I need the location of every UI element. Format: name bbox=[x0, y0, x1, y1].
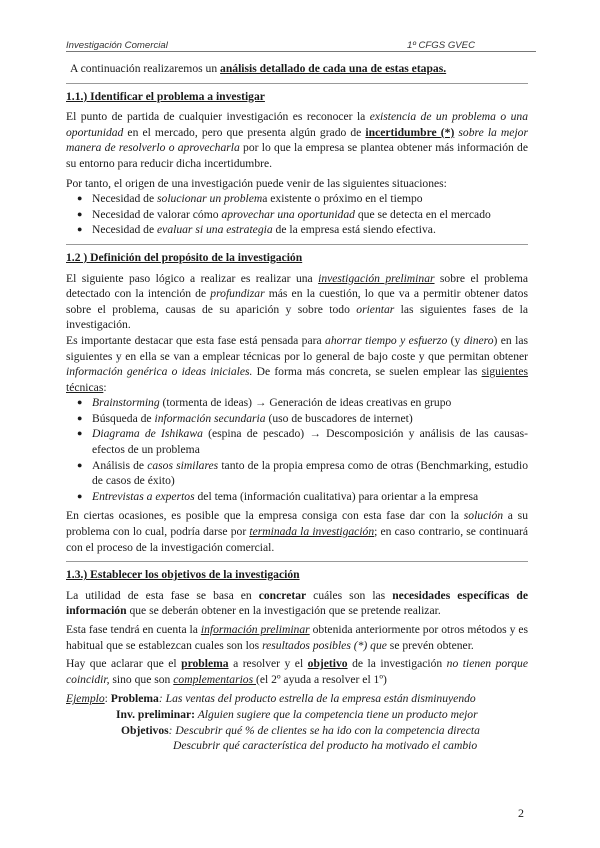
italic-underline-run: complementarios bbox=[173, 672, 257, 686]
list-item bbox=[66, 489, 528, 505]
text-run: de la investigación bbox=[347, 657, 447, 671]
example-label: Ejemplo bbox=[66, 692, 105, 706]
list-item bbox=[66, 458, 528, 489]
italic-run: Brainstorming bbox=[92, 396, 160, 410]
italic-run: ahorrar tiempo y esfuerzo bbox=[325, 333, 448, 347]
bold-run: necesidades específicas de información bbox=[66, 588, 529, 618]
text-run: en el mercado, pero que presenta algún grado de bbox=[123, 125, 366, 139]
text-run: que se deberán obtener en la investigación que se pretende realizar. bbox=[126, 604, 441, 618]
list-item bbox=[66, 207, 528, 223]
italic-run: dinero bbox=[463, 333, 494, 347]
text-run: más en la cuestión, lo que va a permitir obtener datos sobre el problema, causas de su aparición y sobre todo bbox=[66, 287, 528, 316]
list-item bbox=[66, 191, 528, 207]
section-2-paragraph-1 bbox=[66, 271, 528, 333]
bold-underline-run: incertidumbre (*) bbox=[365, 125, 455, 139]
text-run: por lo que la empresa se plantea obtener más información de su entorno para reducir dicha incertidumbre. bbox=[66, 141, 528, 170]
header-rule bbox=[66, 51, 536, 52]
text-run: (tormenta de ideas) → Generación de ideas creativas en grupo bbox=[159, 396, 452, 410]
italic-run: no tienen porque coincidir, bbox=[66, 657, 528, 686]
text-run: Esta fase tendrá en cuenta la bbox=[66, 623, 201, 636]
text-run: obtenida anteriormente por otros métodos y es habitual que se establezcan cuales son los bbox=[66, 623, 528, 652]
section-1-paragraph-2: Por tanto, el origen de una investigación puede venir de las siguientes situaciones: bbox=[66, 176, 447, 190]
text-run: El punto de partida de cualquier investigación es reconocer la bbox=[66, 110, 370, 124]
section-divider bbox=[66, 561, 528, 562]
italic-run: aprovechar una oportunidad bbox=[221, 207, 355, 221]
underline-run: siguientes técnicas bbox=[66, 365, 528, 394]
italic-run: resultados posibles (*) que bbox=[262, 638, 387, 652]
text-run: De forma más concreta, se suelen emplear las bbox=[252, 365, 482, 379]
text-run: cuáles son las bbox=[306, 588, 393, 602]
section-divider bbox=[66, 83, 528, 84]
bold-run: Objetivos bbox=[121, 723, 169, 737]
section-3-heading: 1.3.) Establecer los objetivos de la investigación bbox=[66, 568, 300, 582]
example-objectives-row-2 bbox=[66, 738, 528, 754]
text-run: (el 2º ayuda a resolver el 1º) bbox=[256, 672, 387, 686]
italic-run: profundizar bbox=[210, 287, 265, 301]
section-2-paragraph-3 bbox=[66, 508, 528, 555]
text-run: ) en las siguientes y en ella se van a emplear técnicas por lo general de bajo coste y que permitan obtener bbox=[66, 333, 528, 363]
bold-run: concretar bbox=[258, 588, 307, 602]
text-run: : bbox=[103, 380, 107, 394]
section-2-paragraph-2 bbox=[66, 333, 528, 395]
text-run: (y bbox=[447, 333, 464, 347]
text-run: Análisis de bbox=[92, 458, 148, 472]
text-run: : bbox=[104, 692, 111, 706]
bold-run: Inv. preliminar: bbox=[116, 707, 196, 721]
example-block bbox=[66, 691, 528, 753]
italic-run: casos similares bbox=[147, 458, 219, 472]
text-run: a existente o próximo en el tiempo bbox=[262, 192, 423, 206]
section-1-paragraph-1 bbox=[66, 109, 528, 171]
text-run: (uso de buscadores de internet) bbox=[265, 411, 413, 425]
list-item bbox=[66, 411, 528, 427]
text-run: del tema (información cualitativa) para orientar a la empresa bbox=[194, 489, 479, 503]
text-run: que se detecta en el mercado bbox=[354, 207, 491, 221]
italic-run: : Descubrir qué % de clientes se ha ido con la competencia directa bbox=[168, 723, 480, 737]
italic-run: : Las ventas del producto estrella de la empresa están disminuyendo bbox=[158, 692, 476, 706]
section-3-paragraph-1 bbox=[66, 588, 528, 619]
section-3-paragraph-2 bbox=[66, 622, 528, 653]
italic-run: existencia de un problema o una oportunidad bbox=[66, 110, 528, 139]
section-divider bbox=[66, 244, 528, 245]
italic-run: sobre la mejor manera de resolverlo o aprovecharla bbox=[66, 125, 528, 155]
text-run: Necesidad de bbox=[92, 223, 158, 237]
text-run: a resolver y el bbox=[228, 657, 308, 671]
italic-underline-run: información preliminar bbox=[200, 623, 310, 636]
page-number: 2 bbox=[518, 806, 524, 820]
text-run: El siguiente paso lógico a realizar es realizar una bbox=[66, 271, 319, 285]
example-problem-row bbox=[66, 691, 528, 707]
text-run: las siguientes fases de la investigación. bbox=[66, 302, 528, 332]
italic-run: evaluar si una estrategia bbox=[157, 223, 273, 237]
text-run: ; en caso contrario, se continuará con el proceso de la investigación comercial. bbox=[66, 525, 529, 554]
section-1-bullet-list bbox=[66, 191, 528, 238]
italic-run: Entrevistas a expertos bbox=[92, 489, 195, 503]
text-run: Es importante destacar que esta fase está pensada para bbox=[66, 333, 326, 347]
intro-text: A continuación realizaremos un bbox=[70, 62, 221, 75]
italic-underline-run: terminada la investigación bbox=[249, 525, 375, 539]
italic-run: información secundaria bbox=[154, 411, 266, 425]
section-2-heading: 1.2 ) Definición del propósito de la investigación bbox=[66, 250, 303, 264]
text-run: Necesidad de valorar cómo bbox=[92, 207, 222, 221]
header-subject: Investigación Comercial bbox=[66, 40, 168, 51]
text-run: de la empresa está siendo efectiva. bbox=[272, 223, 436, 237]
text-run: a su problema con lo cual, podría darse por bbox=[66, 509, 528, 539]
italic-run: solucionar un problem bbox=[157, 192, 263, 206]
intro-emphasis: análisis detallado de cada una de estas etapas. bbox=[220, 62, 447, 75]
example-objectives-row bbox=[66, 723, 528, 739]
text-run: Hay que aclarar que el bbox=[66, 657, 182, 671]
text-run: La utilidad de esta fase se basa en bbox=[66, 588, 259, 602]
italic-run: solución bbox=[463, 509, 504, 523]
list-item bbox=[66, 426, 528, 457]
section-1-heading: 1.1.) Identificar el problema a investigar bbox=[66, 89, 265, 103]
italic-run: Alguien sugiere que la competencia tiene un producto mejor bbox=[195, 707, 478, 721]
bold-underline-run: objetivo bbox=[307, 657, 348, 671]
text-run: se prevén obtener. bbox=[386, 638, 474, 652]
intro-paragraph bbox=[70, 61, 528, 77]
bold-underline-run: problema bbox=[181, 657, 229, 671]
text-run: sobre el problema detectado con la intención de bbox=[66, 271, 529, 301]
italic-run: orientar bbox=[356, 302, 395, 316]
page-content bbox=[66, 61, 528, 754]
section-2-technique-list bbox=[66, 395, 528, 504]
header-course: 1º CFGS GVEC bbox=[407, 40, 476, 51]
list-item bbox=[66, 395, 528, 411]
italic-run: Diagrama de Ishikawa bbox=[92, 427, 203, 441]
italic-underline-run: investigación preliminar bbox=[318, 271, 435, 285]
text-run: Necesidad de bbox=[92, 192, 158, 206]
text-run: Búsqueda de bbox=[92, 411, 155, 425]
italic-run: Descubrir qué característica del producto ha motivado el cambio bbox=[173, 739, 478, 753]
list-item bbox=[66, 222, 528, 238]
text-run: tanto de la propia empresa como de otras (Benchmarking, estudio de casos de éxito) bbox=[92, 458, 528, 488]
section-3-paragraph-3 bbox=[66, 656, 528, 687]
text-run: sino que son bbox=[109, 672, 174, 686]
italic-run: información genérica o ideas iniciales. bbox=[66, 365, 253, 379]
text-run: (espina de pescado) → Descomposición y análisis de las causas-efectos de un problema bbox=[92, 427, 528, 457]
bold-run: Problema bbox=[110, 692, 159, 706]
text-run: En ciertas ocasiones, es posible que la empresa consiga con esta fase dar con la bbox=[66, 509, 464, 523]
example-preliminary-row bbox=[66, 707, 528, 723]
page-header bbox=[66, 38, 536, 52]
